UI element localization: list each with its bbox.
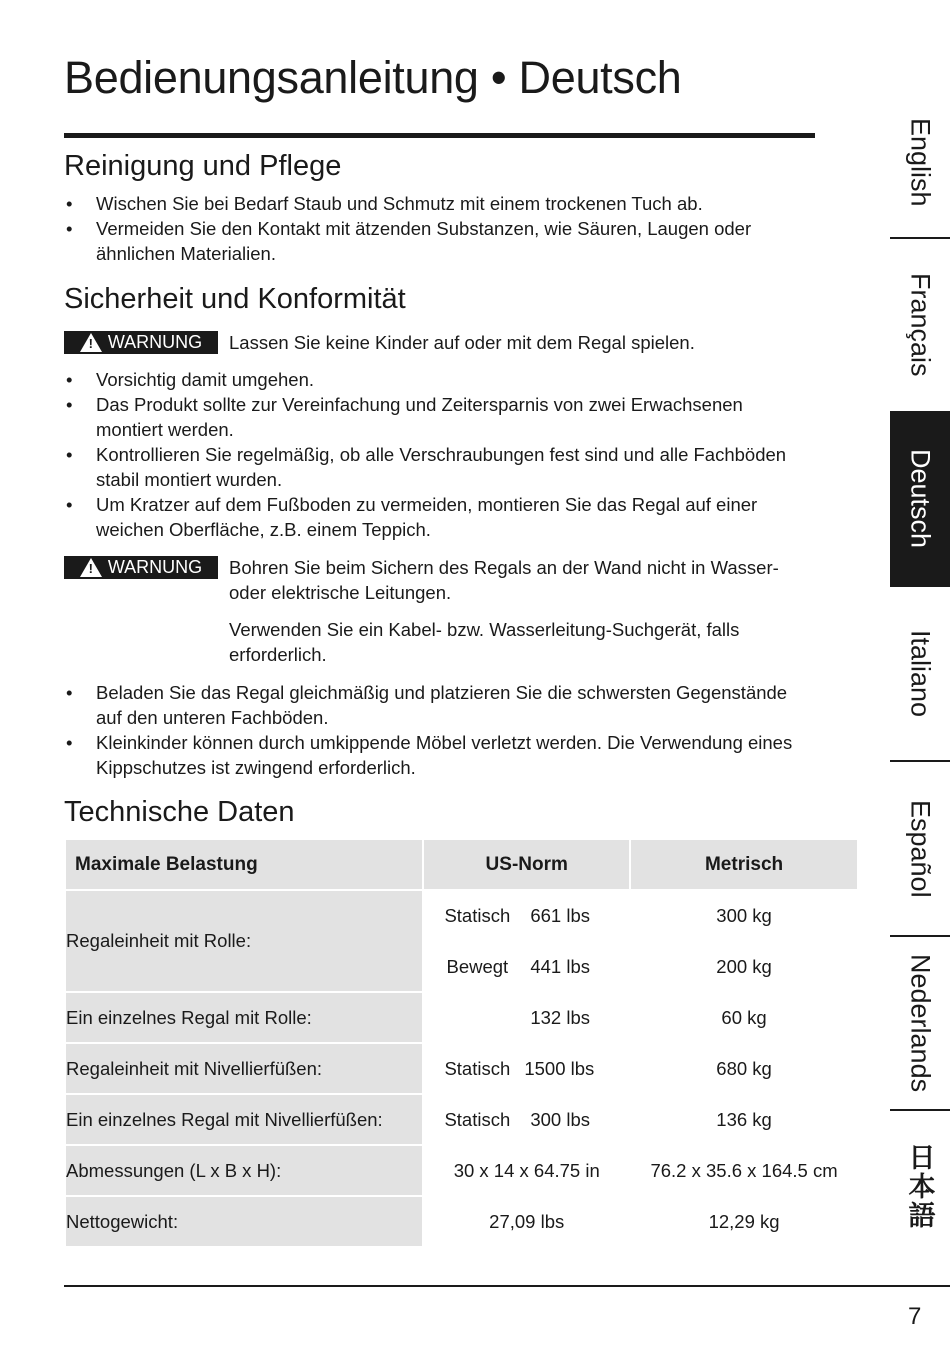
tab-english[interactable]: English xyxy=(905,117,936,207)
warning-text: Bohren Sie beim Sichern des Regals an der Wand nicht in Wasser- oder elektrische Leitungen. xyxy=(229,557,779,603)
metric-value: 300 kg xyxy=(631,891,857,940)
row-label: Regaleinheit mit Rolle: xyxy=(66,891,422,991)
tab-japanese[interactable]: 日本語 xyxy=(904,1142,935,1230)
list-item: • Vorsichtig damit umgehen. xyxy=(64,367,814,392)
table-row xyxy=(66,993,857,1042)
metric-value: 680 kg xyxy=(631,1044,857,1093)
metric-value: 12,29 kg xyxy=(631,1197,857,1246)
us-value: 1500 lbs xyxy=(524,1057,595,1079)
footer-rule xyxy=(64,1285,950,1287)
metric-value: 60 kg xyxy=(631,993,857,1042)
page-title: Bedienungsanleitung • Deutsch xyxy=(64,52,682,103)
warning-triangle-icon xyxy=(80,333,102,352)
table-row xyxy=(66,1095,857,1144)
list-item: • Beladen Sie das Regal gleichmäßig und platzieren Sie die schwersten Gegenstände auf den unteren Fachböden. xyxy=(64,680,814,730)
us-value: 132 lbs xyxy=(530,1006,590,1028)
warning-triangle-icon xyxy=(80,558,102,577)
specs-heading: Technische Daten xyxy=(64,796,295,828)
tab-francais[interactable]: Français xyxy=(905,273,936,377)
load-type: Statisch xyxy=(444,1108,511,1130)
us-value: 27,09 lbs xyxy=(424,1197,629,1246)
safety-list xyxy=(64,367,814,542)
warning-note: Verwenden Sie ein Kabel- bzw. Wasserleitung-Suchgerät, falls erforderlich. xyxy=(229,619,740,665)
row-label: Ein einzelnes Regal mit Rolle: xyxy=(66,993,422,1042)
page-number: 7 xyxy=(908,1303,922,1330)
list-item: • Vermeiden Sie den Kontakt mit ätzenden Substanzen, wie Säuren, Laugen oder ähnlichen Materialien. xyxy=(64,216,814,266)
col-header-metric: Metrisch xyxy=(631,840,857,889)
list-item: • Das Produkt sollte zur Vereinfachung und Zeitersparnis von zwei Erwachsenen montiert werden. xyxy=(64,392,814,442)
warning-badge xyxy=(64,331,218,354)
load-type: Bewegt xyxy=(446,955,509,977)
table-header-row xyxy=(66,840,857,889)
us-value: 661 lbs xyxy=(530,904,590,926)
col-header-us: US-Norm xyxy=(424,840,629,889)
table-row xyxy=(66,1146,857,1195)
safety-heading: Sicherheit und Konformität xyxy=(64,283,406,315)
list-item: • Wischen Sie bei Bedarf Staub und Schmutz mit einem trockenen Tuch ab. xyxy=(64,191,814,216)
metric-value: 200 kg xyxy=(631,942,857,991)
warning-label: WARNUNG xyxy=(107,557,203,577)
cleaning-heading: Reinigung und Pflege xyxy=(64,150,342,182)
table-row xyxy=(66,1197,857,1246)
row-label: Regaleinheit mit Nivellierfüßen: xyxy=(66,1044,422,1093)
title-rule xyxy=(64,133,815,138)
tab-deutsch[interactable]: Deutsch xyxy=(890,411,950,587)
tab-italiano[interactable]: Italiano xyxy=(905,629,936,718)
tab-espanol[interactable]: Español xyxy=(905,799,936,898)
tab-nederlands[interactable]: Nederlands xyxy=(905,953,936,1093)
us-value: 30 x 14 x 64.75 in xyxy=(424,1146,629,1195)
cleaning-list xyxy=(64,191,814,266)
us-value: 441 lbs xyxy=(530,955,590,977)
list-item: • Kontrollieren Sie regelmäßig, ob alle Verschraubungen fest sind und alle Fachböden stabil montiert wurden. xyxy=(64,442,814,492)
metric-value: 76.2 x 35.6 x 164.5 cm xyxy=(631,1146,857,1195)
table-row xyxy=(66,1044,857,1093)
col-header-load: Maximale Belastung xyxy=(66,840,422,889)
row-label: Nettogewicht: xyxy=(66,1197,422,1246)
load-type: Statisch xyxy=(444,1057,511,1079)
warning-text: Lassen Sie keine Kinder auf oder mit dem Regal spielen. xyxy=(229,332,695,353)
load-type: Statisch xyxy=(444,904,511,926)
specs-table xyxy=(64,838,859,1248)
metric-value: 136 kg xyxy=(631,1095,857,1144)
row-label: Abmessungen (L x B x H): xyxy=(66,1146,422,1195)
us-value: 300 lbs xyxy=(530,1108,590,1130)
list-item: • Kleinkinder können durch umkippende Möbel verletzt werden. Die Verwendung eines Kippschutzes ist zwingend erforderlich. xyxy=(64,730,814,780)
load-type xyxy=(424,1007,530,1029)
warning-badge xyxy=(64,556,218,579)
safety-list-2 xyxy=(64,680,814,780)
table-row xyxy=(66,891,857,940)
row-label: Ein einzelnes Regal mit Nivellierfüßen: xyxy=(66,1095,422,1144)
list-item: • Um Kratzer auf dem Fußboden zu vermeiden, montieren Sie das Regal auf einer weichen Oberfläche, z.B. einem Teppich. xyxy=(64,492,814,542)
warning-label: WARNUNG xyxy=(107,332,203,352)
